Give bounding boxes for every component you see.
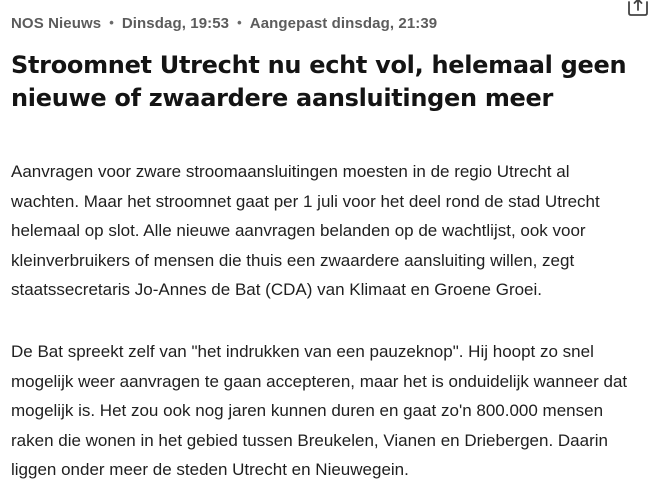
source-label: NOS Nieuws — [11, 15, 102, 32]
article-meta — [11, 14, 437, 34]
share-button[interactable] — [626, 0, 650, 16]
article-headline: Stroomnet Utrecht nu echt vol, helemaal geen nieuwe of zwaardere aansluitingen meer — [11, 51, 627, 112]
article-paragraph: De Bat spreekt zelf van "het indrukken van een pauzeknop". Hij hoopt zo snel mogelijk weer aanvragen te gaan accepteren, maar het is onduidelijk wanneer dat mogelijk is. Het zou ook nog jaren kunnen duren en gaat zo'n 800.000 mensen raken die wonen in het gebied tussen Breukelen, Vianen en Driebergen. Daarin liggen onder meer de steden Utrecht en Nieuwegein. — [11, 342, 628, 479]
updated-time: Aangepast dinsdag, 21:39 — [249, 15, 438, 32]
article-paragraph: Aanvragen voor zware stroomaansluitingen moesten in de regio Utrecht al wachten. Maar het stroomnet gaat per 1 juli voor het deel rond de stad Utrecht helemaal op slot. Alle nieuwe aanvragen belanden op de wachtlijst, ook voor kleinverbruikers of mensen die thuis een zwaardere aansluiting willen, zegt staatssecretaris Jo-Annes de Bat (CDA) van Klimaat en Groene Groei. — [11, 162, 600, 299]
share-icon — [626, 0, 650, 16]
published-time: Dinsdag, 19:53 — [121, 15, 230, 32]
meta-separator: • — [109, 15, 114, 30]
meta-separator: • — [237, 15, 242, 30]
